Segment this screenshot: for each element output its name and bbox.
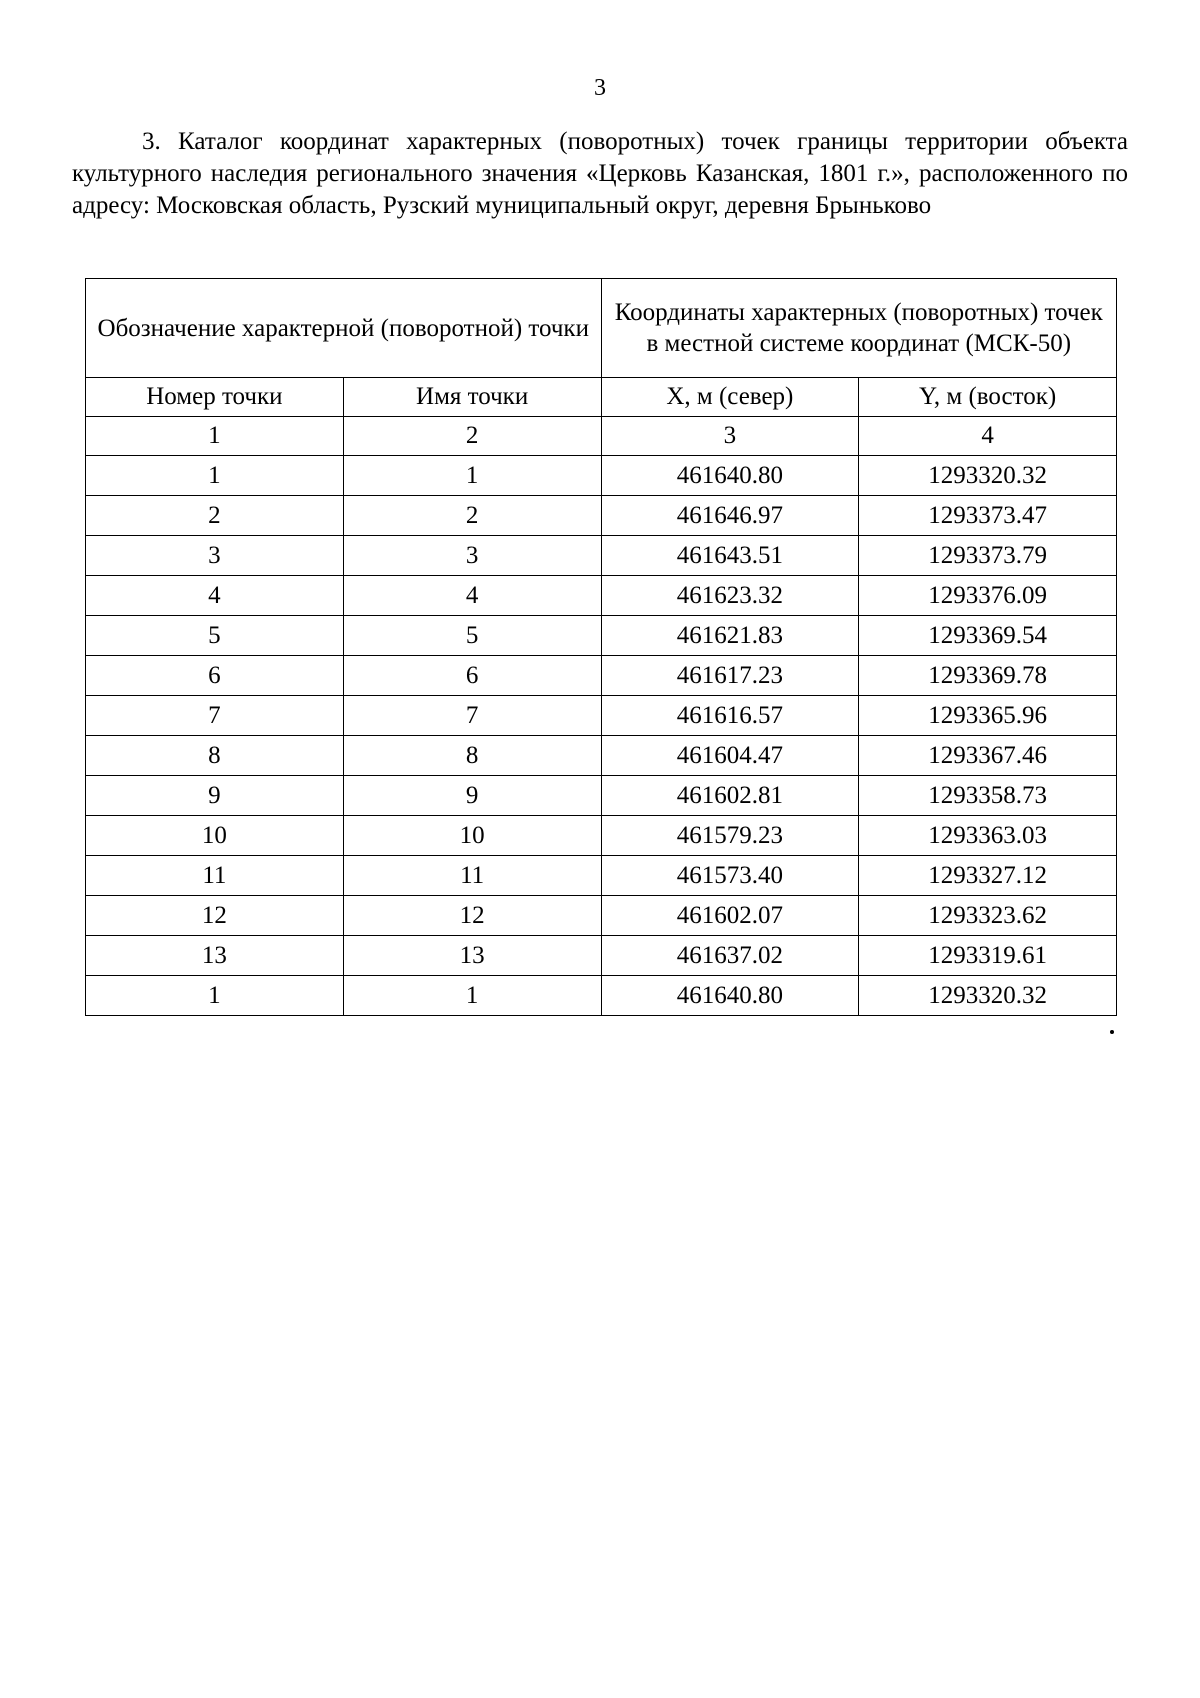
cell-x-coordinate: 461579.23 <box>601 816 859 856</box>
column-header-y-east: Y, м (восток) <box>859 378 1117 417</box>
table-row <box>86 776 1117 816</box>
cell-y-coordinate: 1293363.03 <box>859 816 1117 856</box>
cell-point-name: 8 <box>343 736 601 776</box>
table-row <box>86 856 1117 896</box>
coordinates-table <box>85 278 1117 1016</box>
cell-point-name: 2 <box>343 496 601 536</box>
cell-x-coordinate: 461616.57 <box>601 696 859 736</box>
cell-y-coordinate: 1293369.78 <box>859 656 1117 696</box>
cell-point-number: 6 <box>86 656 344 696</box>
cell-y-coordinate: 1293327.12 <box>859 856 1117 896</box>
cell-point-number: 8 <box>86 736 344 776</box>
header-group-coordinates: Координаты характерных (поворотных) точек в местной системе координат (МСК-50) <box>601 279 1117 378</box>
cell-y-coordinate: 1293365.96 <box>859 696 1117 736</box>
table-row <box>86 816 1117 856</box>
column-header-x-north: X, м (север) <box>601 378 859 417</box>
header-group-row <box>86 279 1117 378</box>
cell-y-coordinate: 1293320.32 <box>859 976 1117 1016</box>
cell-point-name: 12 <box>343 896 601 936</box>
cell-point-name: 7 <box>343 696 601 736</box>
column-number: 4 <box>859 417 1117 456</box>
table-row <box>86 656 1117 696</box>
cell-x-coordinate: 461604.47 <box>601 736 859 776</box>
column-header-point-name: Имя точки <box>343 378 601 417</box>
table-row <box>86 496 1117 536</box>
cell-point-number: 3 <box>86 536 344 576</box>
cell-point-name: 1 <box>343 976 601 1016</box>
cell-point-number: 7 <box>86 696 344 736</box>
cell-y-coordinate: 1293323.62 <box>859 896 1117 936</box>
trailing-period-mark <box>1110 1030 1114 1034</box>
header-columns-row <box>86 378 1117 417</box>
cell-point-name: 5 <box>343 616 601 656</box>
cell-y-coordinate: 1293373.79 <box>859 536 1117 576</box>
cell-point-number: 13 <box>86 936 344 976</box>
table-row <box>86 536 1117 576</box>
cell-point-number: 4 <box>86 576 344 616</box>
table-row <box>86 736 1117 776</box>
cell-point-number: 1 <box>86 976 344 1016</box>
cell-y-coordinate: 1293358.73 <box>859 776 1117 816</box>
column-number: 1 <box>86 417 344 456</box>
document-heading: 3. Каталог координат характерных (поворотных) точек границы территории объекта культурного наследия регионального значения «Церковь Казанская, 1801 г.», расположенного по адресу: Московская область, Рузский муниципальный округ, деревня Брыньково <box>72 128 1128 219</box>
table-row <box>86 576 1117 616</box>
table-row <box>86 936 1117 976</box>
cell-x-coordinate: 461623.32 <box>601 576 859 616</box>
column-numbers-row <box>86 417 1117 456</box>
cell-point-name: 9 <box>343 776 601 816</box>
cell-x-coordinate: 461617.23 <box>601 656 859 696</box>
cell-y-coordinate: 1293373.47 <box>859 496 1117 536</box>
cell-x-coordinate: 461637.02 <box>601 936 859 976</box>
cell-point-name: 10 <box>343 816 601 856</box>
page-number: 3 <box>594 75 606 101</box>
cell-point-name: 6 <box>343 656 601 696</box>
cell-point-number: 9 <box>86 776 344 816</box>
table-body <box>86 279 1117 1016</box>
cell-x-coordinate: 461646.97 <box>601 496 859 536</box>
cell-x-coordinate: 461573.40 <box>601 856 859 896</box>
cell-point-name: 3 <box>343 536 601 576</box>
cell-point-number: 5 <box>86 616 344 656</box>
table-row <box>86 696 1117 736</box>
cell-point-number: 12 <box>86 896 344 936</box>
cell-y-coordinate: 1293367.46 <box>859 736 1117 776</box>
column-number: 3 <box>601 417 859 456</box>
cell-x-coordinate: 461643.51 <box>601 536 859 576</box>
cell-y-coordinate: 1293319.61 <box>859 936 1117 976</box>
cell-x-coordinate: 461602.81 <box>601 776 859 816</box>
cell-point-name: 4 <box>343 576 601 616</box>
cell-point-number: 10 <box>86 816 344 856</box>
header-group-point-designation: Обозначение характерной (поворотной) точки <box>86 279 602 378</box>
column-header-point-number: Номер точки <box>86 378 344 417</box>
table-row <box>86 976 1117 1016</box>
cell-point-name: 11 <box>343 856 601 896</box>
cell-point-number: 11 <box>86 856 344 896</box>
cell-y-coordinate: 1293369.54 <box>859 616 1117 656</box>
cell-x-coordinate: 461640.80 <box>601 456 859 496</box>
cell-x-coordinate: 461602.07 <box>601 896 859 936</box>
table-row <box>86 896 1117 936</box>
cell-x-coordinate: 461621.83 <box>601 616 859 656</box>
column-number: 2 <box>343 417 601 456</box>
cell-point-name: 13 <box>343 936 601 976</box>
table-row <box>86 456 1117 496</box>
table-row <box>86 616 1117 656</box>
cell-x-coordinate: 461640.80 <box>601 976 859 1016</box>
cell-y-coordinate: 1293376.09 <box>859 576 1117 616</box>
cell-y-coordinate: 1293320.32 <box>859 456 1117 496</box>
cell-point-number: 1 <box>86 456 344 496</box>
cell-point-name: 1 <box>343 456 601 496</box>
cell-point-number: 2 <box>86 496 344 536</box>
